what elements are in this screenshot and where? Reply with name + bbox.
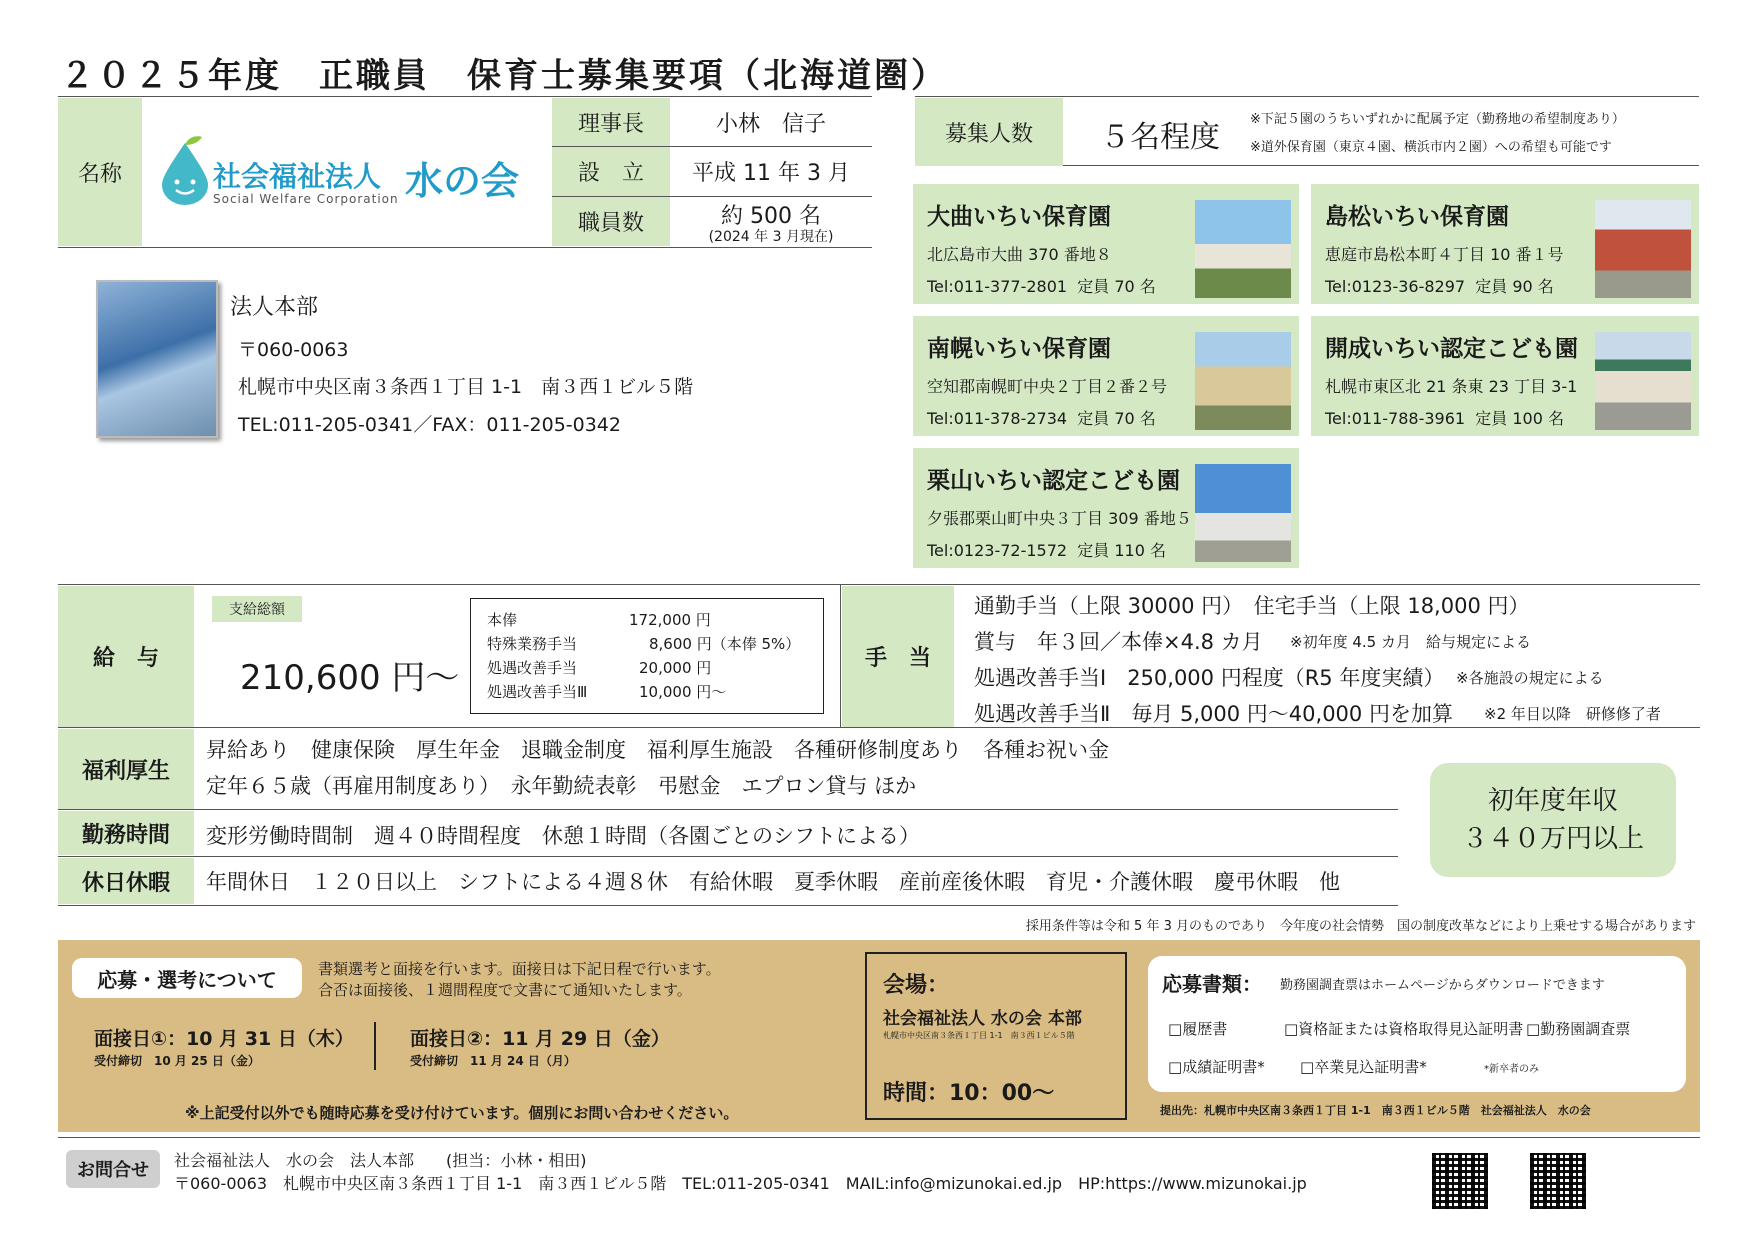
welfare-label: 福利厚生 — [81, 758, 170, 784]
hq-tel: TEL:011-205-0341／FAX：011-205-0342 — [238, 414, 621, 436]
nursery-photo — [1595, 200, 1691, 298]
hq-building-photo — [96, 280, 218, 438]
venue-label: 会場： — [883, 973, 950, 998]
allowance-note-3: ※各施設の規定による — [1456, 669, 1604, 687]
staff-note: (2024 年 3 月現在) — [708, 229, 834, 245]
recruit-count-value: ５名程度 — [1100, 120, 1220, 155]
nursery-name: 開成いちい認定こども園 — [1325, 336, 1578, 362]
footnote: 採用条件等は令和 5 年 3 月のものであり 今年度の社会情勢 国の制度改革などにより上乗せする場合があります — [1025, 919, 1696, 934]
nursery-name: 栗山いちい認定こども園 — [927, 468, 1180, 494]
documents-box — [1148, 956, 1686, 1092]
nursery-address: 空知郡南幌町中央２丁目２番２号 — [927, 377, 1168, 396]
breakdown-item: 処遇改善手当Ⅲ — [487, 683, 588, 701]
checkbox-icon: □ — [1284, 1020, 1299, 1038]
breakdown-item: 特殊業務手当 — [487, 635, 578, 653]
nursery-photo — [1195, 332, 1291, 430]
salary-total: 210,600 円～ — [240, 658, 460, 698]
document-checkbox[interactable]: □成績証明書* — [1168, 1058, 1265, 1076]
nursery-card — [1311, 184, 1699, 304]
application-note: ※上記受付以外でも随時応募を受け付けています。個別にお問い合わせください。 — [185, 1104, 739, 1122]
breakdown-item: 本俸 — [487, 611, 518, 629]
welfare-line-1: 昇給あり 健康保険 厚生年金 退職金制度 福利厚生施設 各種研修制度あり 各種お祝い金 — [206, 738, 1109, 762]
hours-text: 変形労働時間制 週４０時間程度 休憩１時間（各園ごとのシフトによる） — [206, 824, 920, 848]
breakdown-amount: 10,000 円～ — [639, 683, 727, 701]
venue-name: 社会福祉法人 水の会 本部 — [883, 1009, 1082, 1029]
checkbox-icon: □ — [1526, 1020, 1541, 1038]
recruit-note-1: ※下記５園のうちいずれかに配属予定（勤務地の希望制度あり） — [1250, 112, 1625, 127]
annual-income-label: 初年度年収 — [1487, 786, 1618, 816]
chairman-label: 理事長 — [577, 111, 644, 137]
document-checkbox[interactable]: □資格証または資格取得見込証明書 — [1284, 1020, 1524, 1038]
application-desc-1: 書類選考と面接を行います。面接日は下記日程で行います。 — [318, 960, 721, 978]
contact-line-2[interactable]: 〒060-0063 札幌市中央区南３条西１丁目 1-1 南３西１ビル５階 TEL:011-205-0341 MAIL:info@mizunokai.ed.jp HP:https://www.mizunokai.jp — [174, 1174, 1307, 1193]
allowance-line-3: 処遇改善手当Ⅰ 250,000 円程度（R5 年度実績） — [974, 666, 1445, 690]
name-label: 名称 — [77, 161, 122, 187]
venue-box — [865, 952, 1127, 1120]
logo-org-name: 水の会 — [405, 159, 520, 203]
documents-label: 応募書類： — [1162, 972, 1262, 996]
nursery-address: 恵庭市島松本町４丁目 10 番１号 — [1325, 245, 1564, 264]
document-checkbox[interactable]: □履歴書 — [1168, 1020, 1228, 1038]
salary-label: 給 与 — [92, 646, 159, 671]
holidays-label: 休日休暇 — [81, 870, 170, 896]
founded-value: 平成 11 年 3 月 — [692, 161, 850, 186]
allowance-line-4: 処遇改善手当Ⅱ 毎月 5,000 円～40,000 円を加算 — [974, 702, 1453, 726]
holidays-text: 年間休日 １２０日以上 シフトによる４週８休 有給休暇 夏季休暇 産前産後休暇 育児・介護休暇 慶弔休暇 他 — [206, 870, 1340, 894]
breakdown-amount: 8,600 円（本俸 5%） — [649, 635, 801, 653]
recruit-count-label: 募集人数 — [915, 98, 1063, 166]
nursery-card — [913, 316, 1299, 436]
nursery-photo — [1195, 200, 1291, 298]
checkbox-icon: □ — [1300, 1058, 1315, 1076]
breakdown-amount: 20,000 円 — [639, 659, 712, 677]
welfare-line-2: 定年６５歳（再雇用制度あり） 永年勤続表彰 弔慰金 エプロン貸与 ほか — [206, 774, 917, 798]
staff-label: 職員数 — [577, 211, 644, 236]
interview-date-2: 面接日②：11 月 29 日（金） — [410, 1028, 670, 1050]
nursery-tel: Tel:011-788-3961 定員 100 名 — [1325, 409, 1564, 428]
breakdown-amount: 172,000 円 — [629, 611, 711, 629]
venue-time: 時間：10：00～ — [883, 1081, 1055, 1106]
allowance-note-2: ※初年度 4.5 カ月 給与規定による — [1290, 633, 1531, 651]
documents-new-grad-note: *新卒者のみ — [1484, 1064, 1539, 1075]
allowance-label: 手 当 — [864, 646, 931, 671]
logo-org-type: 社会福祉法人 — [213, 160, 382, 193]
logo-subtitle: Social Welfare Corporation — [213, 192, 399, 206]
checkbox-icon: □ — [1168, 1020, 1183, 1038]
qr-code-icon[interactable] — [1530, 1153, 1586, 1209]
nursery-name: 大曲いちい保育園 — [927, 204, 1111, 230]
application-label: 応募・選考について — [72, 958, 302, 998]
salary-breakdown-box — [470, 598, 824, 714]
contact-line-1: 社会福祉法人 水の会 法人本部 (担当：小林・相田) — [174, 1151, 587, 1170]
page-title: ２０２５年度 正職員 保育士募集要項（北海道圏） — [60, 56, 948, 96]
hq-postal: 〒060-0063 — [238, 339, 349, 361]
nursery-tel: Tel:011-377-2801 定員 70 名 — [927, 277, 1156, 296]
deadline-2: 受付締切 11 月 24 日（月） — [410, 1054, 576, 1068]
deadline-1: 受付締切 10 月 25 日（金） — [94, 1054, 260, 1068]
allowance-note-4: ※2 年目以降 研修修了者 — [1484, 705, 1661, 723]
documents-note: 勤務園調査票はホームページからダウンロードできます — [1280, 978, 1605, 993]
venue-address: 札幌市中央区南３条西１丁目 1-1 南３西１ビル５階 — [883, 1031, 1075, 1040]
staff-value: 約 500 名 — [721, 204, 821, 229]
nursery-tel: Tel:011-378-2734 定員 70 名 — [927, 409, 1156, 428]
nursery-tel: Tel:0123-72-1572 定員 110 名 — [927, 541, 1166, 560]
nursery-name: 島松いちい保育園 — [1325, 204, 1509, 230]
allowance-line-2: 賞与 年３回／本俸×4.8 カ月 — [974, 630, 1263, 654]
submit-to: 提出先：札幌市中央区南３条西１丁目 1-1 南３西１ビル５階 社会福祉法人 水の会 — [1160, 1104, 1591, 1117]
founded-label: 設 立 — [577, 161, 644, 186]
nursery-address: 北広島市大曲 370 番地８ — [927, 245, 1112, 264]
checkbox-icon: □ — [1168, 1058, 1183, 1076]
application-desc-2: 合否は面接後、１週間程度で文書にて通知いたします。 — [318, 981, 692, 999]
chairman-value: 小林 信子 — [715, 111, 826, 137]
recruit-note-2: ※道外保育園（東京４園、横浜市内２園）への希望も可能です — [1250, 140, 1612, 155]
nursery-address: 札幌市東区北 21 条東 23 丁目 3-1 — [1325, 377, 1578, 396]
salary-total-badge: 支給総額 — [212, 596, 302, 622]
nursery-photo — [1195, 464, 1291, 562]
nursery-photo — [1595, 332, 1691, 430]
document-checkbox[interactable]: □勤務園調査票 — [1526, 1020, 1631, 1038]
hq-title: 法人本部 — [230, 295, 319, 320]
annual-income-badge — [1430, 763, 1676, 877]
allowance-line-1: 通勤手当（上限 30000 円） 住宅手当（上限 18,000 円） — [974, 594, 1530, 618]
document-checkbox[interactable]: □卒業見込証明書* — [1300, 1058, 1427, 1076]
nursery-card — [913, 448, 1299, 568]
nursery-tel: Tel:0123-36-8297 定員 90 名 — [1325, 277, 1554, 296]
hq-address: 札幌市中央区南３条西１丁目 1-1 南３西１ビル５階 — [238, 376, 694, 398]
qr-code-icon[interactable] — [1432, 1153, 1488, 1209]
hours-label: 勤務時間 — [81, 822, 170, 848]
nursery-card — [1311, 316, 1699, 436]
nursery-address: 夕張郡栗山町中央３丁目 309 番地５ — [927, 509, 1192, 528]
annual-income-value: ３４０万円以上 — [1461, 824, 1644, 854]
water-drop-logo-icon — [160, 135, 210, 205]
interview-date-1: 面接日①：10 月 31 日（木） — [94, 1028, 354, 1050]
nursery-card — [913, 184, 1299, 304]
contact-label: お問合せ — [66, 1150, 160, 1188]
breakdown-item: 処遇改善手当 — [487, 659, 578, 677]
nursery-name: 南幌いちい保育園 — [927, 336, 1111, 362]
